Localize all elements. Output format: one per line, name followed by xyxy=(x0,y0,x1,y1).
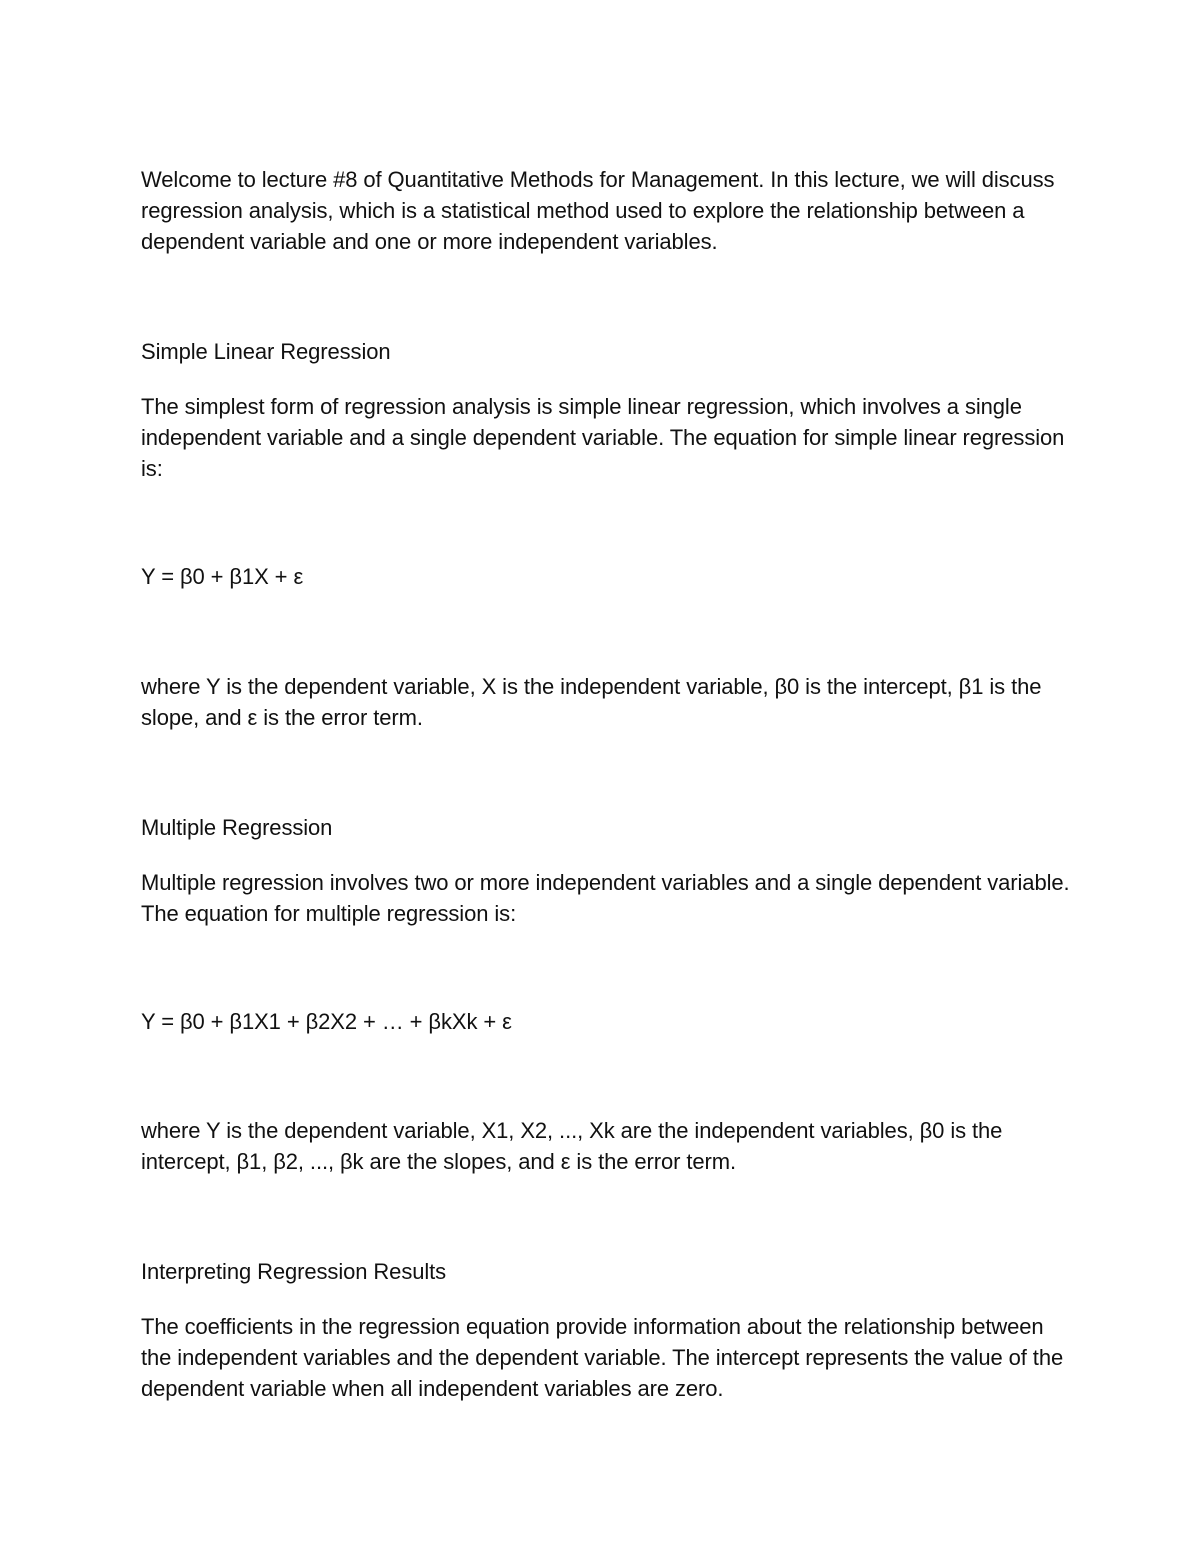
interpreting-results-description: The coefficients in the regression equation provide information about the relationship between the independent variables and the dependent variable. The intercept represents the value of the dependent variable when all independent variables are zero. xyxy=(141,1314,1064,1401)
simple-regression-explanation: where Y is the dependent variable, X is the independent variable, β0 is the intercept, β1 is the slope, and ε is the error term. xyxy=(141,674,1042,730)
multiple-regression-explanation: where Y is the dependent variable, X1, X2, ..., Xk are the independent variables, β0 is the intercept, β1, β2, ..., βk are the slopes, and ε is the error term. xyxy=(141,1118,1003,1174)
multiple-regression-equation: Y = β0 + β1X1 + β2X2 + … + βkXk + ε xyxy=(141,1009,512,1034)
simple-regression-equation: Y = β0 + β1X + ε xyxy=(141,564,304,589)
multiple-regression-description: Multiple regression involves two or more independent variables and a single dependent variable. The equation for multiple regression is: xyxy=(141,870,1070,926)
multiple-regression-heading: Multiple Regression xyxy=(141,815,333,840)
simple-regression-description: The simplest form of regression analysis is simple linear regression, which involves a single independent variable and a single dependent variable. The equation for simple linear regression is: xyxy=(141,394,1065,481)
intro-paragraph: Welcome to lecture #8 of Quantitative Methods for Management. In this lecture, we will discuss regression analysis, which is a statistical method used to explore the relationship between a dependent variable and one or more independent variables. xyxy=(141,167,1055,254)
simple-regression-heading: Simple Linear Regression xyxy=(141,339,391,364)
interpreting-results-heading: Interpreting Regression Results xyxy=(141,1259,447,1284)
